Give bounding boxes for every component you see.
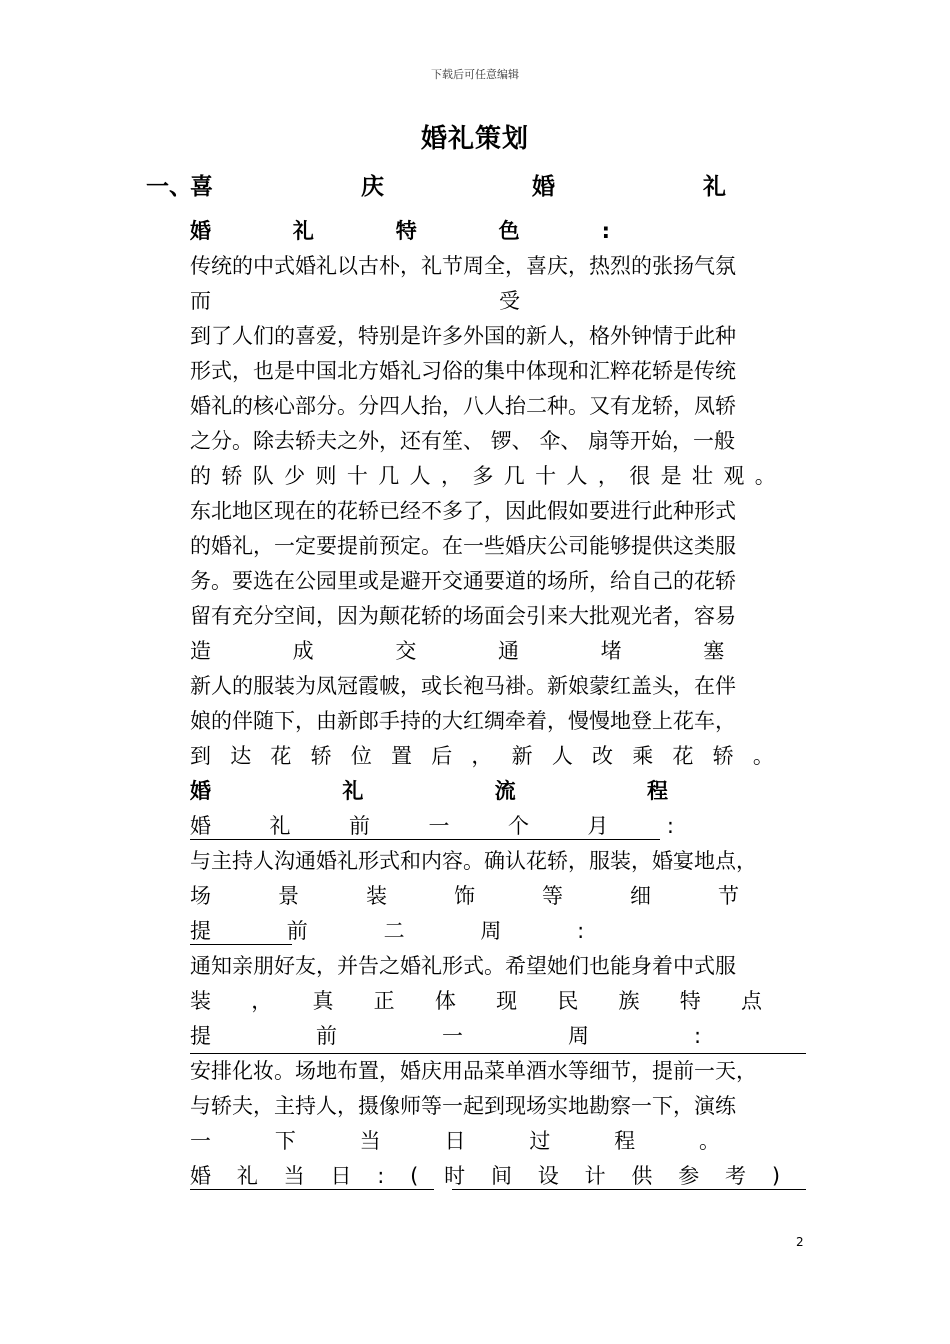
paragraph-line: 新人的服装为凤冠霞帔，或长袍马褂。新娘蒙红盖头，在伴 [190,674,736,698]
paragraph-line: 东北地区现在的花轿已经不多了，因此假如要进行此种形式 [190,499,736,523]
spaced-char: 礼 [342,779,364,803]
spaced-char: 色 [498,219,520,243]
spaced-char: 喜 [190,174,213,200]
paragraph-line: 之分。除去轿夫之外，还有笙、 锣、 伞、 扇等开始，一般 [190,429,736,453]
paragraph-line [190,879,806,913]
spaced-char: 成 [292,639,314,663]
paragraph-line [190,459,776,493]
spaced-char: 个 [507,814,529,838]
spaced-char: 景 [278,884,299,908]
spaced-char: 。 [754,464,776,488]
spaced-char: 新 [511,744,533,768]
section-heading [146,169,726,205]
spaced-char: 花 [672,744,694,768]
spaced-char: 人 [566,464,588,488]
spaced-char: 婚 [190,1164,211,1188]
spaced-char: ) [771,1164,781,1188]
spaced-char: 观 [723,464,745,488]
spaced-char: 一 [441,1024,463,1048]
spaced-char: 下 [274,1129,296,1153]
paragraph-line [190,984,762,1018]
spaced-char: 真 [312,989,334,1013]
spaced-char: ， [471,744,493,768]
page-header: 下载后可任意编辑 [431,68,519,81]
spaced-char: 造 [190,639,211,663]
spaced-char: 间 [490,1164,512,1188]
spaced-char: 特 [395,219,417,243]
spaced-char: 达 [230,744,252,768]
paragraph-line: 与轿夫，主持人，摄像师等一起到现场实地勘察一下，演练 [190,1094,736,1118]
spaced-char: 特 [679,989,701,1013]
spaced-char: 则 [315,464,337,488]
spaced-char: 置 [391,744,413,768]
two-week-heading [190,914,660,948]
spaced-char: 几 [378,464,400,488]
paragraph-line: 留有充分空间，因为颠花轿的场面会引来大批观光者，容易 [190,604,736,628]
paragraph-line: 婚礼的核心部分。分四人抬，八人抬二种。又有龙轿，凤轿 [190,394,736,418]
spaced-char: 过 [529,1129,551,1153]
spaced-char: 壮 [692,464,713,488]
spaced-char: 乘 [632,744,654,768]
spaced-char: 设 [537,1164,559,1188]
spaced-char: 细 [630,884,651,908]
spaced-char: 流 [494,779,516,803]
spaced-char: : [666,814,674,838]
spaced-char: 饰 [454,884,475,908]
spaced-char: ( [410,1164,419,1188]
page-number: 2 [796,1235,804,1249]
spaced-char: 日 [330,1164,352,1188]
paragraph-line [190,634,806,668]
spaced-char: 体 [434,989,456,1013]
spaced-char: 程 [614,1129,636,1153]
spaced-char: 当 [359,1129,381,1153]
spaced-char: 多 [472,464,494,488]
spaced-char: 婚 [190,779,211,803]
spaced-char: 参 [678,1164,700,1188]
spaced-char: 正 [373,989,395,1013]
wedding-day-heading [190,1159,806,1193]
paragraph-line: 形式，也是中国北方婚礼习俗的集中体现和汇粹花轿是传统 [190,359,736,383]
spaced-char: ， [597,464,619,488]
spaced-char: 到 [190,744,211,768]
spaced-char: 族 [618,989,640,1013]
spaced-char: 婚 [190,814,211,838]
spaced-char: 通 [497,639,519,663]
spaced-char: 轿 [712,744,734,768]
underline [190,1189,434,1190]
spaced-char: 提 [190,1024,211,1048]
feature-heading [190,214,610,248]
spaced-char: 考 [725,1164,747,1188]
section-title [190,169,726,205]
spaced-char: ， [251,989,273,1013]
spaced-char: 。 [752,744,774,768]
spaced-char: 轿 [221,464,243,488]
spaced-char: 人 [551,744,573,768]
paragraph-line [190,739,774,773]
spaced-char: 很 [629,464,651,488]
spaced-char: 十 [346,464,368,488]
section-number: 一、 [146,174,192,200]
underline [190,944,292,945]
spaced-char: 庆 [361,174,384,200]
paragraph-line: 到了人们的喜爱，特别是许多外国的新人，格外钟情于此种 [190,324,736,348]
flow-heading [190,774,668,808]
document-title: 婚礼策划 [420,124,529,154]
spaced-char: 婚 [190,219,211,243]
spaced-char: 十 [535,464,557,488]
spaced-char: 人 [409,464,431,488]
spaced-char: 场 [190,884,211,908]
spaced-char: 是 [660,464,682,488]
spaced-char: 节 [718,884,739,908]
paragraph-line: 通知亲朋好友，并告之婚礼形式。希望她们也能身着中式服 [190,954,736,978]
spaced-char: 装 [190,989,211,1013]
underline [452,1189,806,1190]
spaced-char: 受 [499,289,520,313]
spaced-char: 堵 [600,639,622,663]
spaced-char: : [601,219,610,243]
spaced-char: 月 [587,814,609,838]
spaced-char: 礼 [269,814,291,838]
spaced-char: 现 [496,989,518,1013]
spaced-char: 日 [444,1129,466,1153]
spaced-char: 前 [348,814,370,838]
paragraph-line: 安排化妆。场地布置，婚庆用品菜单酒水等细节，提前一天， [190,1059,757,1083]
spaced-char: 装 [366,884,387,908]
spaced-char: 二 [383,919,405,943]
spaced-char: 几 [503,464,525,488]
spaced-char: : [377,1164,385,1188]
spaced-char: 位 [350,744,372,768]
paragraph-line: 与主持人沟通婚礼形式和内容。确认花轿，服装，婚宴地点， [190,849,757,873]
spaced-char: : [577,919,585,943]
spaced-char: 当 [283,1164,305,1188]
spaced-char: 改 [592,744,614,768]
spaced-char: 周 [567,1024,589,1048]
spaced-char: 供 [631,1164,653,1188]
paragraph-line: 的婚礼，一定要提前预定。在一些婚庆公司能够提供这类服 [190,534,736,558]
spaced-char: 而 [190,289,211,313]
spaced-char: 前 [286,919,308,943]
spaced-char: 提 [190,919,211,943]
spaced-char: 少 [284,464,306,488]
spaced-char: ， [441,464,462,488]
spaced-char: 民 [557,989,579,1013]
paragraph-line [190,284,520,318]
paragraph-line: 传统的中式婚礼以古朴，礼节周全，喜庆，热烈的张扬气氛 [190,254,736,278]
spaced-char: 礼 [703,174,726,200]
spaced-char: 。 [698,1129,720,1153]
spaced-char: 一 [190,1129,211,1153]
spaced-char: 婚 [532,174,555,200]
paragraph-line: 娘的伴随下，由新郎手持的大红绸牵着，慢慢地登上花车， [190,709,736,733]
spaced-char: 轿 [310,744,332,768]
spaced-char: 周 [480,919,502,943]
spaced-char: 等 [542,884,563,908]
spaced-char: : [693,1024,702,1048]
underline [190,839,660,840]
spaced-char: 花 [270,744,292,768]
spaced-char: 礼 [236,1164,258,1188]
spaced-char: 交 [395,639,417,663]
one-week-heading [190,1019,806,1054]
month-heading [190,809,674,843]
paragraph-line: 务。要选在公园里或是避开交通要道的场所，给自己的花轿 [190,569,736,593]
spaced-char: 计 [584,1164,606,1188]
spaced-char: 塞 [703,639,725,663]
paragraph-line [190,1124,720,1158]
spaced-char: 前 [315,1024,337,1048]
spaced-char: 后 [431,744,453,768]
spaced-char: 的 [190,464,211,488]
spaced-char: 时 [444,1164,466,1188]
spaced-char: 一 [428,814,450,838]
spaced-char: 程 [646,779,668,803]
spaced-char: 点 [740,989,762,1013]
spaced-char: 礼 [292,219,314,243]
spaced-char: 队 [252,464,274,488]
